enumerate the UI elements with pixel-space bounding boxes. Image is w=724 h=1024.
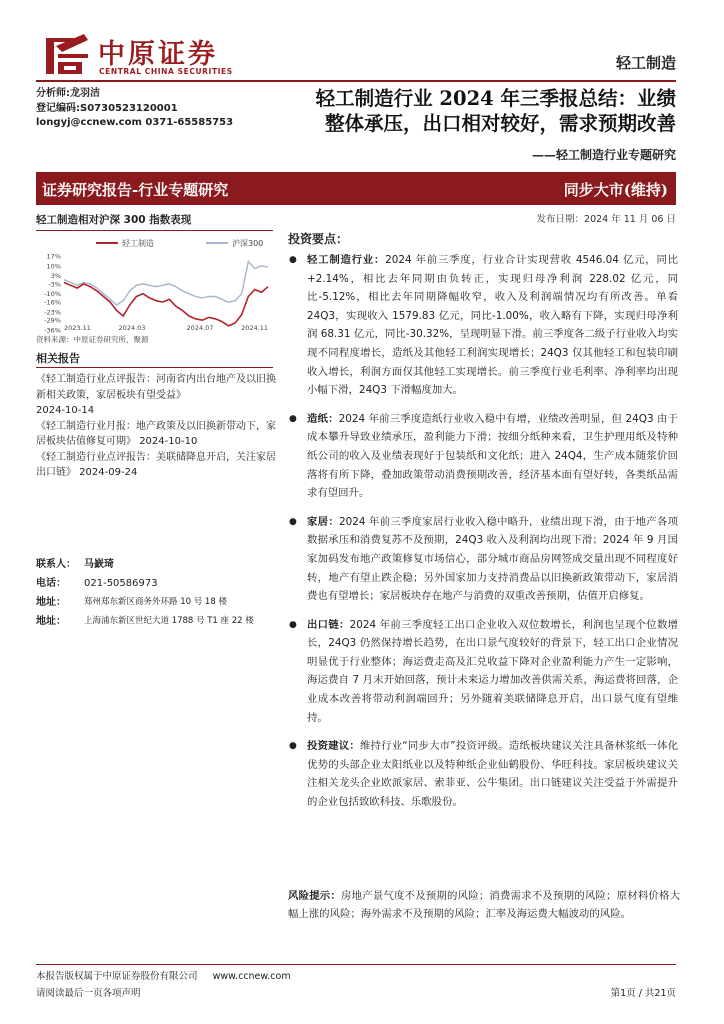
copyright-text: 本报告版权属于中原证券股份有限公司 xyxy=(36,971,198,982)
bullet-icon: ● xyxy=(289,516,297,527)
analyst-contact: longyj@ccnew.com 0371-65585753 xyxy=(36,117,234,128)
related-reports-list xyxy=(36,372,276,481)
y-tick-label: -23% xyxy=(44,308,61,317)
address-shanghai: 上海浦东新区世纪大道 1788 号 T1 座 22 楼 xyxy=(84,616,254,626)
y-tick-label: 10% xyxy=(46,262,61,271)
analyst-name: 龙羽洁 xyxy=(70,88,100,99)
legend-label: 轻工制造 xyxy=(122,239,154,248)
related-report-date: 2024-10-14 xyxy=(36,405,95,416)
related-report-date: 2024-10-10 xyxy=(139,436,198,447)
bullet-icon: ● xyxy=(289,619,297,630)
chart-title: 轻工制造相对沪深 300 指数表现 xyxy=(36,214,192,226)
key-points-title: 投资要点： xyxy=(288,232,349,246)
key-point-body: 2024 年前三季度，行业合计实现营收 4546.04 亿元，同比+2.14%，相比去年同期由负转正，实现归母净利润 228.02 亿元，同比-5.12%，相比去年同期降幅收窄，收入及利润端情况均有所改善。单看 24Q3，实现收入 1579.83 亿元，同比-1.00%，收入略有下降，实现归母净利润 68.31 亿元，同比-30.32%，呈现明显下滑。前三季度各二级子行业收入均实现不同程度增长，造纸及其他轻工利润实现增长；24Q3 仅其他轻工和包装印刷收入增长，利润方面仅其他轻工实现增长。前三季度行业毛利率、净利率均出现小幅下滑，24Q3 下滑幅度加大。 xyxy=(307,254,679,397)
risk-body: 房地产景气度不及预期的风险；消费需求不及预期的风险；原材料价格大幅上涨的风险；海外需求不及预期的风险；汇率及海运费大幅波动的风险。 xyxy=(288,890,681,921)
related-reports-title: 相关报告 xyxy=(36,352,80,365)
x-tick-label: 2024.07 xyxy=(186,324,214,332)
report-subtitle: ——轻工制造行业专题研究 xyxy=(531,148,676,162)
y-tick-label: -16% xyxy=(44,298,61,307)
key-point-head: 轻工制造行业： xyxy=(307,254,386,266)
publish-date: 发布日期：2024 年 11 月 06 日 xyxy=(536,214,676,225)
related-report-text: 《轻工制造行业月报：地产政策及以旧换新带动下，家居板块估值修复可期》 xyxy=(36,420,276,447)
contact-person-label: 联系人： xyxy=(36,559,76,570)
logo-english-text: CENTRAL CHINA SECURITIES xyxy=(99,67,233,76)
contact-block xyxy=(36,555,276,631)
footer-divider xyxy=(36,964,676,965)
report-banner xyxy=(36,172,676,205)
key-point-head: 出口链： xyxy=(307,618,350,631)
key-point-head: 造纸： xyxy=(307,412,339,425)
logo-chinese-text: 中原证券 xyxy=(98,39,218,70)
related-report[interactable] xyxy=(36,419,276,450)
y-tick-label: -10% xyxy=(44,290,61,299)
key-point xyxy=(286,513,678,606)
x-tick-label: 2024.03 xyxy=(118,324,146,332)
report-title xyxy=(270,86,676,136)
footer-left xyxy=(36,968,291,1002)
report-type: 证券研究报告-行业专题研究 xyxy=(42,181,229,199)
y-tick-label: -3% xyxy=(48,280,61,289)
website-link[interactable]: www.ccnew.com xyxy=(212,971,291,982)
contact-person: 马嶔琦 xyxy=(84,559,114,570)
related-report[interactable] xyxy=(36,372,276,419)
y-tick-label: 17% xyxy=(46,252,61,261)
key-point xyxy=(286,410,678,503)
analyst-label: 分析师: xyxy=(36,88,70,99)
y-tick-label: -36% xyxy=(44,326,61,334)
rating: 同步大市(维持) xyxy=(563,181,668,199)
key-points-list xyxy=(286,251,678,822)
key-point-body: 维持行业“同步大市”投资评级。造纸板块建议关注具备林浆纸一体化优势的头部企业太阳纸业以及特种纸企业仙鹤股份、华旺科技。家居板块建议关注相关龙头企业欧派家居、索菲亚、公牛集团。出口链建议关注受益于外需提升的企业包括致欧科技、乐歌股份。 xyxy=(307,740,679,809)
key-point xyxy=(286,251,678,400)
legend-label: 沪深300 xyxy=(232,239,264,248)
title-line-2: 整体承压，出口相对较好，需求预期改善 xyxy=(324,112,676,135)
performance-chart xyxy=(36,234,273,350)
key-point-body: 2024 年前三季度家居行业收入稳中略升，业绩出现下滑，由于地产各项数据承压和消费复苏不及预期，24Q3 收入及利润均出现下滑；2024 年 9 月国家加码发布地产政策修复市场信心，部分城市商品房网签成交量出现不同程度好转，地产有望止跌企稳；另外国家加力支持消费品以旧换新政策带动下，家居消费也有望增长；家居板块存在地产与消费的双重改善预期，估值开启修复。 xyxy=(307,515,679,603)
reg-code: S0730523120001 xyxy=(80,102,178,114)
address-zhengzhou: 郑州郑东新区商务外环路 10 号 18 楼 xyxy=(84,597,227,607)
series-line xyxy=(64,283,268,326)
y-tick-label: 3% xyxy=(50,272,61,281)
page-number: 第1页 / 共21页 xyxy=(610,988,676,999)
y-tick-label: -29% xyxy=(44,316,61,325)
phone-label: 电话： xyxy=(36,578,66,589)
key-point-head: 投资建议： xyxy=(307,740,360,753)
related-report[interactable] xyxy=(36,450,276,481)
top-divider xyxy=(36,80,676,82)
company-logo xyxy=(44,30,234,80)
title-line-1: 轻工制造行业 2024 年三季报总结：业绩 xyxy=(315,87,676,110)
analyst-meta xyxy=(36,87,266,131)
related-report-text: 《轻工制造行业点评报告：河南省内出台地产及以旧换新相关政策，家居板块有望受益》 xyxy=(36,374,276,401)
address-label: 地址： xyxy=(36,597,66,608)
chart-source: 资料来源：中原证券研究所，聚源 xyxy=(36,335,149,344)
risk-warning xyxy=(288,887,680,924)
risk-head: 风险提示： xyxy=(288,890,342,902)
bullet-icon: ● xyxy=(289,255,297,265)
key-point-head: 家居： xyxy=(307,515,339,528)
key-point xyxy=(286,616,678,728)
related-report-text: 《轻工制造行业点评报告：美联储降息开启，关注家居出口链》 xyxy=(36,451,276,478)
key-point-body: 2024 年前三季度轻工出口企业收入双位数增长，利润也呈现个位数增长，24Q3 仍然保持增长趋势，在出口景气度较好的背景下，轻工出口企业情况明显优于行业整体；海运费走高及汇兑收益下降对企业盈利能力产生一定影响，海运费自 7 月末开始回落，预计未来运力增加改善供需关系，海运费将回落，企业成本改善将带动利润端回升；另外随着美联储降息开启，出口景气度有望维持。 xyxy=(307,618,678,724)
sector-tag: 轻工制造 xyxy=(615,54,676,72)
x-tick-label: 2024.11 xyxy=(241,324,268,332)
related-report-date: 2024-09-24 xyxy=(79,467,138,478)
performance-chart-svg xyxy=(36,234,273,334)
address-label: 地址： xyxy=(36,616,66,627)
key-point xyxy=(286,737,678,811)
logo-mark-icon xyxy=(44,32,90,76)
sidebar-divider xyxy=(36,230,273,231)
series-line xyxy=(64,262,268,305)
related-divider xyxy=(36,367,273,368)
reg-label: 登记编码: xyxy=(36,102,80,114)
phone-number: 021-50586973 xyxy=(84,578,158,589)
disclaimer-notice: 请阅读最后一页各项声明 xyxy=(36,988,141,999)
x-tick-label: 2023.11 xyxy=(64,324,91,332)
key-point-body: 2024 年前三季度造纸行业收入稳中有增，业绩改善明显，但 24Q3 由于成本攀升导致业绩承压，盈利能力下滑；按细分纸种来看，卫生护理用纸及特种纸公司的收入及业绩表现好于包装纸和文化纸；进入 24Q4，生产成本随浆价回落将有所下降，叠加政策带动消费预期改善，经济基本面有望好转，各类纸品需求有望回升。 xyxy=(307,412,678,500)
bullet-icon: ● xyxy=(289,413,297,424)
bullet-icon: ● xyxy=(289,741,297,752)
